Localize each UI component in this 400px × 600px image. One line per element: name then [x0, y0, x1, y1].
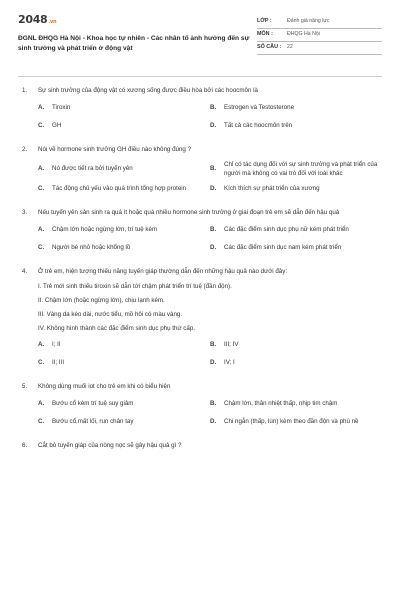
option-b[interactable]: [210, 224, 390, 238]
option-d[interactable]: [210, 242, 390, 256]
option-text: GH: [52, 122, 62, 130]
meta-value: 22: [287, 44, 293, 51]
option-text: Kích thích sự phát triển của xương: [224, 185, 320, 193]
option-text: Chi ngắn (thấp, lùn) kèm theo đần độn và phù nề: [224, 418, 359, 426]
document-title: ĐGNL ĐHQG Hà Nội - Khoa học tự nhiên - Các nhân tố ảnh hưởng đến sự sinh trưởng và phát triển ở động vật: [18, 35, 250, 52]
option-text: Tất cả các hoocmôn trên: [224, 122, 293, 130]
question-text: Cắt bỏ tuyến giáp của nòng nọc sẽ gây hậu quả gì ?: [38, 441, 182, 449]
option-text: II; III: [52, 359, 65, 367]
site-logo[interactable]: [18, 14, 253, 28]
options: [38, 161, 382, 197]
question-6: [18, 442, 382, 451]
option-letter: D.: [210, 185, 217, 193]
header: [18, 14, 382, 66]
option-letter: C.: [38, 122, 45, 130]
statement-3: III. Vàng da kéo dài, nước tiểu, mồ hôi có màu vàng.: [38, 310, 183, 318]
options: [38, 224, 382, 256]
option-d[interactable]: [210, 357, 390, 371]
option-a[interactable]: [38, 224, 210, 238]
brand-block: [18, 14, 253, 53]
option-c[interactable]: [38, 242, 210, 256]
option-letter: A.: [38, 341, 45, 349]
options: [38, 102, 382, 134]
statement-1: I. Trẻ mới sinh thiếu tiroxin sẽ dẫn tới chậm phát triển trí tuệ (đần độn).: [38, 282, 232, 290]
option-d[interactable]: [210, 120, 390, 134]
option-text: Chậm lớn, thân nhiệt thấp, nhịp tim chậm: [224, 400, 338, 408]
option-letter: C.: [38, 244, 45, 252]
question-number: 3.: [22, 208, 28, 216]
option-letter: A.: [38, 400, 45, 408]
meta-value: ĐHQG Hà Nội: [287, 31, 320, 38]
meta-value: Đánh giá năng lực: [287, 18, 330, 25]
option-letter: A.: [38, 226, 45, 234]
option-letter: D.: [210, 359, 217, 367]
option-a[interactable]: [38, 398, 210, 412]
question-text: Sự sinh trưởng của động vật có xương sống được điều hòa bởi các hoocmôn là: [38, 87, 258, 94]
option-c[interactable]: [38, 183, 210, 197]
question-number: 6.: [22, 441, 28, 449]
option-text: Bướu cổ kèm trí tuệ suy giảm: [52, 400, 134, 408]
divider: [18, 76, 382, 77]
option-letter: B.: [210, 165, 217, 173]
option-letter: B.: [210, 341, 217, 349]
option-letter: A.: [38, 104, 45, 112]
question-text: Ở trẻ em, hiện tượng thiếu năng tuyến giáp thường dẫn đến những hậu quả nào dưới đây:: [38, 267, 288, 275]
option-text: I; II: [52, 341, 61, 349]
option-letter: C.: [38, 418, 45, 426]
option-b[interactable]: [210, 339, 390, 353]
option-text: Chỉ có tác dụng đối với sự sinh trưởng và phát triển của người mà không có vai trò đối với loài khác: [224, 160, 378, 177]
option-letter: D.: [210, 418, 217, 426]
meta-row-question-count: [257, 42, 382, 55]
option-d[interactable]: [210, 416, 390, 430]
option-text: Nó được tiết ra bởi tuyến yên: [52, 165, 133, 173]
option-letter: C.: [38, 359, 45, 367]
option-text: Bướu cổ,mất lối, run chân tay: [52, 418, 134, 426]
option-text: Tác động chủ yếu vào quá trình tổng hợp protein: [52, 185, 187, 193]
option-a[interactable]: [38, 102, 210, 116]
option-letter: B.: [210, 400, 217, 408]
option-b[interactable]: [210, 398, 390, 412]
option-text: IV; I: [224, 359, 235, 367]
question-text: Nói về hormone sinh trưởng GH điều nào không đúng ?: [38, 145, 192, 153]
option-letter: B.: [210, 226, 217, 234]
options: [38, 339, 382, 371]
option-letter: A.: [38, 165, 45, 173]
option-letter: D.: [210, 244, 217, 252]
option-c[interactable]: [38, 120, 210, 134]
option-b[interactable]: [210, 102, 390, 116]
meta-row-subject: [257, 29, 382, 42]
meta-label: SỐ CÂU :: [257, 44, 282, 51]
statement-4: IV. Không hình thành các đặc điểm sinh dục phụ thứ cấp.: [38, 324, 195, 332]
question-number: 5.: [22, 382, 28, 390]
logo-suffix: .vn: [48, 19, 57, 25]
option-letter: D.: [210, 122, 217, 130]
meta-label: LỚP :: [257, 18, 272, 25]
option-text: Chậm lớn hoặc ngừng lớn, trí tuệ kém: [52, 226, 158, 234]
meta-row-class: [257, 16, 382, 29]
question-3: [18, 209, 382, 256]
question-4: [18, 268, 382, 371]
statement-2: II. Chậm lớn (hoặc ngừng lớn), chịu lạnh kém.: [38, 296, 165, 304]
option-c[interactable]: [38, 357, 210, 371]
options: [38, 398, 382, 430]
meta-table: [257, 16, 382, 55]
question-2: [18, 146, 382, 197]
option-b[interactable]: [210, 161, 390, 179]
question-1: [18, 87, 382, 134]
option-letter: B.: [210, 104, 217, 112]
option-d[interactable]: [210, 183, 390, 197]
option-text: Người bé nhỏ hoặc khổng lồ: [52, 244, 131, 252]
option-text: Tiroxin: [52, 104, 71, 112]
option-text: Các đặc điểm sinh dục phụ nữ kém phát triển: [224, 226, 349, 234]
option-text: III; IV: [224, 341, 239, 349]
option-text: Estrogen và Testosterone: [224, 104, 295, 112]
option-letter: C.: [38, 185, 45, 193]
question-number: 1.: [22, 87, 28, 94]
option-text: Các đặc điểm sinh dục nam kém phát triển: [224, 244, 342, 252]
option-a[interactable]: [38, 339, 210, 353]
option-c[interactable]: [38, 416, 210, 430]
meta-label: MÔN :: [257, 31, 273, 38]
question-5: [18, 383, 382, 430]
logo-main: 2048: [18, 13, 48, 26]
question-number: 4.: [22, 267, 28, 275]
option-a[interactable]: [38, 161, 210, 179]
question-text: Không dùng muối iot cho trẻ em khi có biểu hiện: [38, 382, 171, 390]
question-text: Nếu tuyến yên sản sinh ra quá ít hoặc quá nhiều hormone sinh trưởng ở giai đoạn trẻ em sẽ dẫn đến hậu quả: [38, 208, 340, 216]
question-number: 2.: [22, 145, 28, 153]
